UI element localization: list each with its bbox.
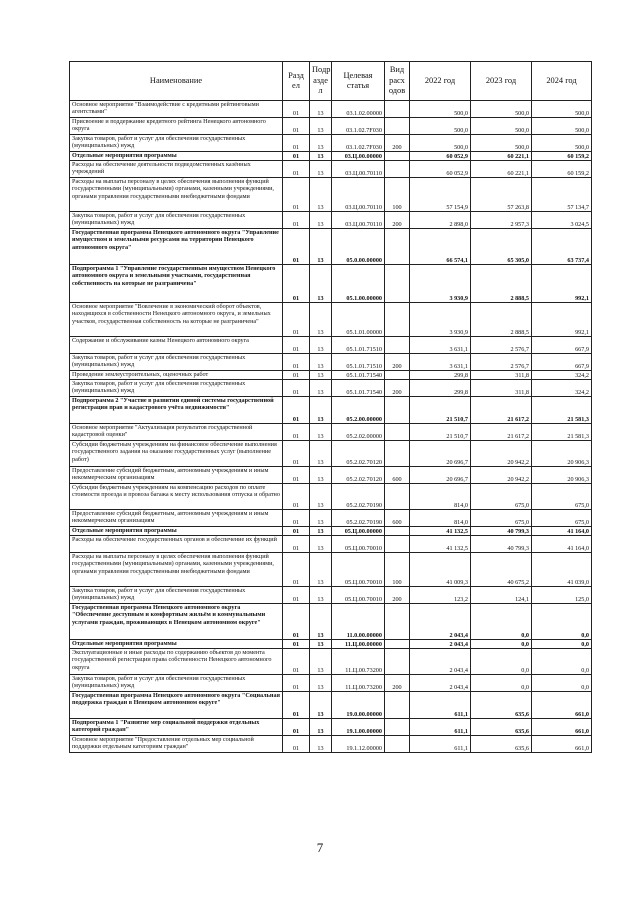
table-header-row bbox=[70, 62, 592, 101]
row-target-cell: 11.Ц.00.73200 bbox=[332, 675, 385, 692]
table-row bbox=[70, 692, 592, 719]
table-row bbox=[70, 604, 592, 640]
row-name-cell: Основное мероприятие "Вовлечение в экономический оборот объектов, находящихся в собственности Ненецкого автономного округа, и земельных участков, государственная собственность на которые не разграничена" bbox=[70, 303, 283, 337]
row-target-cell: 19.1.00.00000 bbox=[332, 719, 385, 736]
table-row bbox=[70, 719, 592, 736]
table-row bbox=[70, 337, 592, 354]
row-expense-type-cell: 200 bbox=[385, 212, 410, 229]
row-2022-cell: 2 043,4 bbox=[410, 649, 471, 675]
row-2022-cell: 611,1 bbox=[410, 719, 471, 736]
row-2022-cell: 3 930,9 bbox=[410, 265, 471, 303]
row-2024-cell: 324,2 bbox=[532, 371, 592, 380]
row-expense-type-cell bbox=[385, 152, 410, 161]
row-section-cell: 01 bbox=[283, 161, 310, 178]
row-section-cell: 01 bbox=[283, 719, 310, 736]
col-header-name: Наименование bbox=[70, 62, 283, 101]
row-section-cell: 01 bbox=[283, 212, 310, 229]
row-expense-type-cell bbox=[385, 424, 410, 441]
row-name-cell: Присвоение и поддержание кредитного рейтинга Ненецкого автономного округа bbox=[70, 118, 283, 135]
row-subsection-cell: 13 bbox=[310, 178, 332, 212]
row-name-cell: Эксплуатационные и иные расходы по содержанию объектов до момента государственной регистрации права собственности Ненецкого автономного округа bbox=[70, 649, 283, 675]
row-target-cell: 05.1.01.71540 bbox=[332, 371, 385, 380]
row-subsection-cell: 13 bbox=[310, 736, 332, 753]
row-2022-cell: 611,1 bbox=[410, 736, 471, 753]
row-target-cell: 03.Ц.00.00000 bbox=[332, 152, 385, 161]
row-target-cell: 03.1.02.00000 bbox=[332, 101, 385, 118]
row-expense-type-cell bbox=[385, 101, 410, 118]
row-2022-cell: 2 043,4 bbox=[410, 640, 471, 649]
row-2024-cell: 661,0 bbox=[532, 736, 592, 753]
col-header-subsection: Подр азде л bbox=[310, 62, 332, 101]
row-name-cell: Расходы на обеспечение деятельности подведомственных казённых учреждений bbox=[70, 161, 283, 178]
row-expense-type-cell: 100 bbox=[385, 553, 410, 587]
row-subsection-cell: 13 bbox=[310, 692, 332, 719]
row-2024-cell: 992,1 bbox=[532, 265, 592, 303]
row-target-cell: 05.0.00.00000 bbox=[332, 229, 385, 265]
row-name-cell: Отдельные мероприятия программы bbox=[70, 152, 283, 161]
row-subsection-cell: 13 bbox=[310, 380, 332, 397]
row-2023-cell: 40 799,3 bbox=[471, 527, 532, 536]
row-target-cell: 05.2.02.70120 bbox=[332, 441, 385, 467]
row-2023-cell: 0,0 bbox=[471, 675, 532, 692]
row-expense-type-cell bbox=[385, 161, 410, 178]
row-2023-cell: 2 576,7 bbox=[471, 337, 532, 354]
row-2022-cell: 60 052,9 bbox=[410, 161, 471, 178]
row-2024-cell: 324,2 bbox=[532, 380, 592, 397]
row-2022-cell: 814,0 bbox=[410, 510, 471, 527]
row-name-cell: Государственная программа Ненецкого автономного округа "Управление имуществом и земельными ресурсами на территории Ненецкого автономного округа" bbox=[70, 229, 283, 265]
row-2023-cell: 500,0 bbox=[471, 101, 532, 118]
row-2024-cell: 3 024,5 bbox=[532, 212, 592, 229]
table-row bbox=[70, 118, 592, 135]
table-row bbox=[70, 536, 592, 553]
row-2024-cell: 500,0 bbox=[532, 101, 592, 118]
row-expense-type-cell bbox=[385, 692, 410, 719]
table-row bbox=[70, 161, 592, 178]
row-expense-type-cell bbox=[385, 265, 410, 303]
page-number: 7 bbox=[316, 840, 324, 855]
row-2023-cell: 635,6 bbox=[471, 719, 532, 736]
row-expense-type-cell bbox=[385, 640, 410, 649]
table-row bbox=[70, 467, 592, 484]
row-subsection-cell: 13 bbox=[310, 101, 332, 118]
row-section-cell: 01 bbox=[283, 354, 310, 371]
row-target-cell: 19.1.12.00000 bbox=[332, 736, 385, 753]
row-section-cell: 01 bbox=[283, 484, 310, 510]
row-section-cell: 01 bbox=[283, 553, 310, 587]
row-name-cell: Закупка товаров, работ и услуг для обеспечения государственных (муниципальных) нужд bbox=[70, 675, 283, 692]
row-2022-cell: 3 930,9 bbox=[410, 303, 471, 337]
col-header-target: Целевая статья bbox=[332, 62, 385, 101]
row-name-cell: Проведение землеустроительных, оценочных работ bbox=[70, 371, 283, 380]
table-body bbox=[70, 101, 592, 753]
row-2024-cell: 21 581,3 bbox=[532, 397, 592, 424]
row-2023-cell: 65 305,0 bbox=[471, 229, 532, 265]
row-target-cell: 05.2.02.70190 bbox=[332, 484, 385, 510]
row-2024-cell: 661,0 bbox=[532, 692, 592, 719]
row-section-cell: 01 bbox=[283, 303, 310, 337]
table-row bbox=[70, 135, 592, 152]
row-expense-type-cell bbox=[385, 229, 410, 265]
row-target-cell: 05.2.02.70120 bbox=[332, 467, 385, 484]
row-expense-type-cell bbox=[385, 536, 410, 553]
row-name-cell: Закупка товаров, работ и услуг для обеспечения государственных (муниципальных) нужд bbox=[70, 135, 283, 152]
row-target-cell: 05.2.00.00000 bbox=[332, 397, 385, 424]
row-name-cell: Расходы на выплаты персоналу в целях обеспечения выполнения функций государственными (муниципальными) органами, казенными учреждениями, органами управления государственными внебюджетными фондами bbox=[70, 178, 283, 212]
row-target-cell: 03.1.02.7F030 bbox=[332, 135, 385, 152]
row-target-cell: 19.0.00.00000 bbox=[332, 692, 385, 719]
row-2023-cell: 40 675,2 bbox=[471, 553, 532, 587]
row-subsection-cell: 13 bbox=[310, 604, 332, 640]
row-subsection-cell: 13 bbox=[310, 265, 332, 303]
row-subsection-cell: 13 bbox=[310, 649, 332, 675]
table-row bbox=[70, 649, 592, 675]
row-2023-cell: 675,0 bbox=[471, 484, 532, 510]
row-2023-cell: 0,0 bbox=[471, 604, 532, 640]
row-2023-cell: 2 888,5 bbox=[471, 303, 532, 337]
row-2022-cell: 3 631,1 bbox=[410, 337, 471, 354]
row-2022-cell: 2 898,0 bbox=[410, 212, 471, 229]
row-2024-cell: 63 737,4 bbox=[532, 229, 592, 265]
row-2022-cell: 41 132,5 bbox=[410, 536, 471, 553]
row-2024-cell: 60 159,2 bbox=[532, 161, 592, 178]
row-name-cell: Основное мероприятие "Предоставление отдельных мер социальной поддержки отдельным категориям граждан" bbox=[70, 736, 283, 753]
row-expense-type-cell bbox=[385, 649, 410, 675]
table-row bbox=[70, 380, 592, 397]
row-2023-cell: 500,0 bbox=[471, 135, 532, 152]
row-subsection-cell: 13 bbox=[310, 675, 332, 692]
row-2023-cell: 21 617,2 bbox=[471, 397, 532, 424]
row-section-cell: 01 bbox=[283, 229, 310, 265]
row-name-cell: Подпрограмма 2 "Участие в развитии единой системы государственной регистрации прав и кадастрового учёта недвижимости" bbox=[70, 397, 283, 424]
row-name-cell: Подпрограмма 1 "Управление государственным имуществом Ненецкого автономного округа и земельными участками, государственная собственность на которые не разграничена" bbox=[70, 265, 283, 303]
table-row bbox=[70, 587, 592, 604]
table-row bbox=[70, 675, 592, 692]
row-2022-cell: 60 052,9 bbox=[410, 152, 471, 161]
row-subsection-cell: 13 bbox=[310, 161, 332, 178]
row-section-cell: 01 bbox=[283, 736, 310, 753]
table-row bbox=[70, 441, 592, 467]
row-section-cell: 01 bbox=[283, 380, 310, 397]
col-header-2022: 2022 год bbox=[410, 62, 471, 101]
table-row bbox=[70, 152, 592, 161]
row-expense-type-cell: 200 bbox=[385, 354, 410, 371]
col-header-section: Разд ел bbox=[283, 62, 310, 101]
row-2024-cell: 41 164,0 bbox=[532, 527, 592, 536]
row-2023-cell: 124,1 bbox=[471, 587, 532, 604]
row-subsection-cell: 13 bbox=[310, 118, 332, 135]
row-expense-type-cell: 100 bbox=[385, 178, 410, 212]
row-2024-cell: 41 039,0 bbox=[532, 553, 592, 587]
row-2024-cell: 0,0 bbox=[532, 675, 592, 692]
col-header-2023: 2023 год bbox=[471, 62, 532, 101]
row-2022-cell: 299,8 bbox=[410, 380, 471, 397]
row-2024-cell: 20 906,3 bbox=[532, 441, 592, 467]
row-section-cell: 01 bbox=[283, 510, 310, 527]
row-2024-cell: 41 164,0 bbox=[532, 536, 592, 553]
row-target-cell: 05.Ц.00.70010 bbox=[332, 536, 385, 553]
row-expense-type-cell bbox=[385, 118, 410, 135]
row-subsection-cell: 13 bbox=[310, 587, 332, 604]
row-2024-cell: 992,1 bbox=[532, 303, 592, 337]
row-2024-cell: 500,0 bbox=[532, 118, 592, 135]
row-name-cell: Предоставление субсидий бюджетным, автономным учреждениям и иным некоммерческим организациям bbox=[70, 467, 283, 484]
row-target-cell: 05.1.01.00000 bbox=[332, 303, 385, 337]
row-target-cell: 05.Ц.00.70010 bbox=[332, 587, 385, 604]
row-2022-cell: 123,2 bbox=[410, 587, 471, 604]
row-expense-type-cell: 600 bbox=[385, 510, 410, 527]
row-target-cell: 03.Ц.00.70110 bbox=[332, 212, 385, 229]
row-target-cell: 03.Ц.00.70110 bbox=[332, 178, 385, 212]
row-subsection-cell: 13 bbox=[310, 527, 332, 536]
row-2022-cell: 66 574,1 bbox=[410, 229, 471, 265]
row-subsection-cell: 13 bbox=[310, 441, 332, 467]
table-row bbox=[70, 354, 592, 371]
row-expense-type-cell: 600 bbox=[385, 467, 410, 484]
row-target-cell: 11.Ц.00.00000 bbox=[332, 640, 385, 649]
row-2023-cell: 60 221,1 bbox=[471, 152, 532, 161]
row-subsection-cell: 13 bbox=[310, 536, 332, 553]
row-2022-cell: 21 510,7 bbox=[410, 424, 471, 441]
row-2023-cell: 635,6 bbox=[471, 736, 532, 753]
row-2024-cell: 675,0 bbox=[532, 510, 592, 527]
row-2022-cell: 611,1 bbox=[410, 692, 471, 719]
table-row bbox=[70, 178, 592, 212]
row-section-cell: 01 bbox=[283, 152, 310, 161]
row-2023-cell: 60 221,1 bbox=[471, 161, 532, 178]
row-subsection-cell: 13 bbox=[310, 303, 332, 337]
row-subsection-cell: 13 bbox=[310, 229, 332, 265]
row-2024-cell: 675,0 bbox=[532, 484, 592, 510]
row-expense-type-cell bbox=[385, 371, 410, 380]
row-2024-cell: 0,0 bbox=[532, 604, 592, 640]
row-subsection-cell: 13 bbox=[310, 484, 332, 510]
row-name-cell: Подпрограмма 1 "Развитие мер социальной поддержки отдельных категорий граждан" bbox=[70, 719, 283, 736]
row-subsection-cell: 13 bbox=[310, 337, 332, 354]
row-section-cell: 01 bbox=[283, 536, 310, 553]
col-header-2024: 2024 год bbox=[532, 62, 592, 101]
row-name-cell: Содержание и обслуживание казны Ненецкого автономного округа bbox=[70, 337, 283, 354]
row-2023-cell: 20 942,2 bbox=[471, 467, 532, 484]
row-section-cell: 01 bbox=[283, 118, 310, 135]
row-expense-type-cell bbox=[385, 337, 410, 354]
row-subsection-cell: 13 bbox=[310, 152, 332, 161]
row-section-cell: 01 bbox=[283, 424, 310, 441]
row-2022-cell: 2 043,4 bbox=[410, 604, 471, 640]
row-name-cell: Отдельные мероприятия программы bbox=[70, 527, 283, 536]
row-name-cell: Государственная программа Ненецкого автономного округа "Социальная поддержка граждан в Ненецком автономном округе" bbox=[70, 692, 283, 719]
row-section-cell: 01 bbox=[283, 265, 310, 303]
row-2023-cell: 2 888,5 bbox=[471, 265, 532, 303]
row-expense-type-cell bbox=[385, 303, 410, 337]
row-name-cell: Предоставление субсидий бюджетным, автономным учреждениям и иным некоммерческим организациям bbox=[70, 510, 283, 527]
row-expense-type-cell bbox=[385, 484, 410, 510]
budget-table bbox=[69, 61, 592, 753]
row-2023-cell: 311,8 bbox=[471, 371, 532, 380]
row-expense-type-cell: 200 bbox=[385, 587, 410, 604]
row-section-cell: 01 bbox=[283, 441, 310, 467]
table-row bbox=[70, 371, 592, 380]
row-subsection-cell: 13 bbox=[310, 354, 332, 371]
row-2024-cell: 21 581,3 bbox=[532, 424, 592, 441]
row-2024-cell: 661,0 bbox=[532, 719, 592, 736]
row-expense-type-cell bbox=[385, 527, 410, 536]
row-name-cell: Закупка товаров, работ и услуг для обеспечения государственных (муниципальных) нужд bbox=[70, 380, 283, 397]
row-2022-cell: 500,0 bbox=[410, 101, 471, 118]
row-section-cell: 01 bbox=[283, 371, 310, 380]
row-expense-type-cell bbox=[385, 397, 410, 424]
table-row bbox=[70, 229, 592, 265]
row-2024-cell: 57 134,7 bbox=[532, 178, 592, 212]
row-section-cell: 01 bbox=[283, 587, 310, 604]
row-2024-cell: 0,0 bbox=[532, 640, 592, 649]
row-2024-cell: 0,0 bbox=[532, 649, 592, 675]
row-target-cell: 11.0.00.00000 bbox=[332, 604, 385, 640]
row-section-cell: 01 bbox=[283, 337, 310, 354]
row-2023-cell: 635,6 bbox=[471, 692, 532, 719]
row-target-cell: 05.1.01.71510 bbox=[332, 354, 385, 371]
row-section-cell: 01 bbox=[283, 604, 310, 640]
row-2024-cell: 667,9 bbox=[532, 337, 592, 354]
table-row bbox=[70, 553, 592, 587]
row-target-cell: 05.2.02.00000 bbox=[332, 424, 385, 441]
row-name-cell: Закупка товаров, работ и услуг для обеспечения государственных (муниципальных) нужд bbox=[70, 587, 283, 604]
row-2023-cell: 21 617,2 bbox=[471, 424, 532, 441]
row-target-cell: 05.Ц.00.00000 bbox=[332, 527, 385, 536]
row-2023-cell: 20 942,2 bbox=[471, 441, 532, 467]
row-target-cell: 05.1.01.71510 bbox=[332, 337, 385, 354]
row-2022-cell: 41 009,3 bbox=[410, 553, 471, 587]
table-row bbox=[70, 212, 592, 229]
row-2022-cell: 20 696,7 bbox=[410, 441, 471, 467]
row-target-cell: 03.1.02.7F030 bbox=[332, 118, 385, 135]
row-2022-cell: 814,0 bbox=[410, 484, 471, 510]
row-name-cell: Отдельные мероприятия программы bbox=[70, 640, 283, 649]
row-target-cell: 05.1.00.00000 bbox=[332, 265, 385, 303]
row-expense-type-cell bbox=[385, 441, 410, 467]
row-2023-cell: 57 263,8 bbox=[471, 178, 532, 212]
row-2022-cell: 57 154,9 bbox=[410, 178, 471, 212]
row-expense-type-cell bbox=[385, 604, 410, 640]
row-subsection-cell: 13 bbox=[310, 510, 332, 527]
row-subsection-cell: 13 bbox=[310, 640, 332, 649]
table-row bbox=[70, 510, 592, 527]
row-section-cell: 01 bbox=[283, 675, 310, 692]
row-target-cell: 11.Ц.00.73200 bbox=[332, 649, 385, 675]
row-name-cell: Основное мероприятие "Взаимодействие с кредитными рейтинговыми агентствами" bbox=[70, 101, 283, 118]
budget-table-sheet bbox=[69, 61, 591, 753]
table-row bbox=[70, 640, 592, 649]
col-header-expense-type: Вид расх одов bbox=[385, 62, 410, 101]
row-section-cell: 01 bbox=[283, 527, 310, 536]
row-subsection-cell: 13 bbox=[310, 424, 332, 441]
row-2022-cell: 20 696,7 bbox=[410, 467, 471, 484]
row-2024-cell: 60 159,2 bbox=[532, 152, 592, 161]
row-name-cell: Субсидии бюджетным учреждениям на компенсацию расходов по оплате стоимости проезда и провоза багажа к месту использования отпуска и обратно bbox=[70, 484, 283, 510]
row-section-cell: 01 bbox=[283, 101, 310, 118]
table-row bbox=[70, 397, 592, 424]
row-section-cell: 01 bbox=[283, 135, 310, 152]
row-2024-cell: 20 906,3 bbox=[532, 467, 592, 484]
row-section-cell: 01 bbox=[283, 467, 310, 484]
row-2024-cell: 500,0 bbox=[532, 135, 592, 152]
table-row bbox=[70, 736, 592, 753]
row-subsection-cell: 13 bbox=[310, 467, 332, 484]
row-2023-cell: 2 957,3 bbox=[471, 212, 532, 229]
row-subsection-cell: 13 bbox=[310, 719, 332, 736]
row-section-cell: 01 bbox=[283, 178, 310, 212]
table-row bbox=[70, 303, 592, 337]
table-row bbox=[70, 101, 592, 118]
row-target-cell: 05.1.01.71540 bbox=[332, 380, 385, 397]
row-expense-type-cell bbox=[385, 736, 410, 753]
row-2023-cell: 675,0 bbox=[471, 510, 532, 527]
table-row bbox=[70, 424, 592, 441]
row-2023-cell: 2 576,7 bbox=[471, 354, 532, 371]
table-row bbox=[70, 265, 592, 303]
row-2023-cell: 311,8 bbox=[471, 380, 532, 397]
row-section-cell: 01 bbox=[283, 397, 310, 424]
row-2023-cell: 40 799,3 bbox=[471, 536, 532, 553]
row-2022-cell: 3 631,1 bbox=[410, 354, 471, 371]
row-2023-cell: 500,0 bbox=[471, 118, 532, 135]
row-subsection-cell: 13 bbox=[310, 135, 332, 152]
row-subsection-cell: 13 bbox=[310, 212, 332, 229]
row-expense-type-cell: 200 bbox=[385, 135, 410, 152]
row-2022-cell: 500,0 bbox=[410, 118, 471, 135]
row-name-cell: Государственная программа Ненецкого автономного округа "Обеспечение доступным и комфортным жильём и коммунальными услугами граждан, проживающих в Ненецком автономном округе" bbox=[70, 604, 283, 640]
row-2022-cell: 2 043,4 bbox=[410, 675, 471, 692]
row-2022-cell: 299,8 bbox=[410, 371, 471, 380]
row-2024-cell: 125,0 bbox=[532, 587, 592, 604]
row-target-cell: 05.Ц.00.70010 bbox=[332, 553, 385, 587]
row-section-cell: 01 bbox=[283, 649, 310, 675]
table-row bbox=[70, 527, 592, 536]
row-name-cell: Расходы на выплаты персоналу в целях обеспечения выполнения функций государственными (муниципальными) органами, казенными учреждениями, органами управления государственными внебюджетными фондами bbox=[70, 553, 283, 587]
row-name-cell: Основное мероприятие "Актуализация результатов государственной кадастровой оценки" bbox=[70, 424, 283, 441]
row-name-cell: Расходы на обеспечение государственных органов и обеспечение их функций bbox=[70, 536, 283, 553]
row-2022-cell: 21 510,7 bbox=[410, 397, 471, 424]
row-2023-cell: 0,0 bbox=[471, 649, 532, 675]
row-target-cell: 03.Ц.00.70110 bbox=[332, 161, 385, 178]
row-section-cell: 01 bbox=[283, 640, 310, 649]
row-2023-cell: 0,0 bbox=[471, 640, 532, 649]
row-name-cell: Закупка товаров, работ и услуг для обеспечения государственных (муниципальных) нужд bbox=[70, 212, 283, 229]
row-expense-type-cell bbox=[385, 719, 410, 736]
row-name-cell: Закупка товаров, работ и услуг для обеспечения государственных (муниципальных) нужд bbox=[70, 354, 283, 371]
row-target-cell: 05.2.02.70190 bbox=[332, 510, 385, 527]
row-subsection-cell: 13 bbox=[310, 553, 332, 587]
table-row bbox=[70, 484, 592, 510]
row-2022-cell: 500,0 bbox=[410, 135, 471, 152]
row-subsection-cell: 13 bbox=[310, 371, 332, 380]
row-name-cell: Субсидии бюджетным учреждениям на финансовое обеспечение выполнения государственного задания на оказание государственных услуг (выполнение работ) bbox=[70, 441, 283, 467]
row-2022-cell: 41 132,5 bbox=[410, 527, 471, 536]
row-expense-type-cell: 200 bbox=[385, 380, 410, 397]
row-subsection-cell: 13 bbox=[310, 397, 332, 424]
row-2024-cell: 667,9 bbox=[532, 354, 592, 371]
row-section-cell: 01 bbox=[283, 692, 310, 719]
row-expense-type-cell: 200 bbox=[385, 675, 410, 692]
